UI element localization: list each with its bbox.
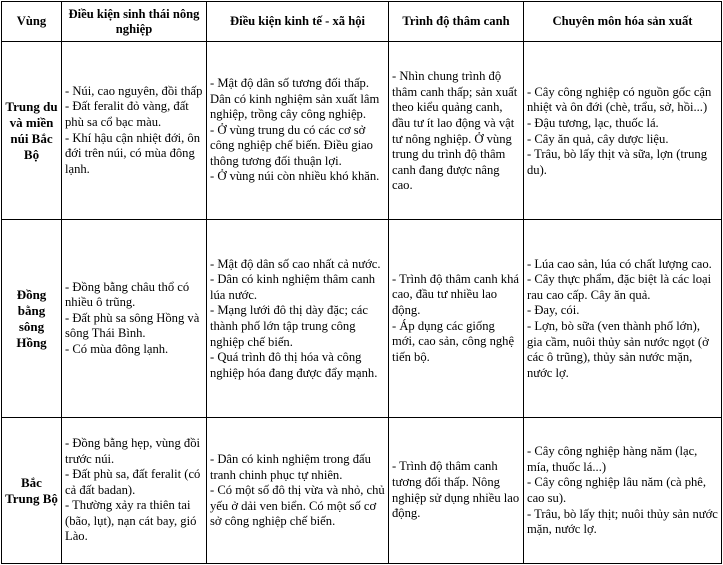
specialization-item: - Đay, cói. bbox=[527, 303, 580, 318]
intensity-cell bbox=[389, 220, 524, 418]
ecology-cell bbox=[62, 42, 207, 220]
ecology-cell bbox=[62, 418, 207, 564]
table-row bbox=[2, 418, 722, 564]
header-ecology: Điều kiện sinh thái nông nghiệp bbox=[62, 2, 207, 42]
table-row bbox=[2, 42, 722, 220]
economy-cell bbox=[207, 418, 389, 564]
ecology-item: - Đất phù sa sông Hồng và sông Thái Bình. bbox=[65, 310, 200, 341]
specialization-item: - Lợn, bò sữa (ven thành phố lớn), gia cầm, nuôi thủy sản nước ngọt (ở các ô trũng), thủy sản nước mặn, nước lợ. bbox=[527, 319, 709, 380]
specialization-item: - Cây công nghiệp có nguồn gốc cận nhiệt và ôn đới (chè, trẩu, sở, hồi...) bbox=[527, 84, 712, 115]
economy-item: - Dân có kinh nghiệm thâm canh lúa nước. bbox=[210, 272, 376, 302]
specialization-item: - Trâu, bò lấy thịt; nuôi thủy sản nước mặn, nước lợ. bbox=[527, 506, 718, 537]
ecology-item: - Đất phù sa, đất feralit (có cả đất badan). bbox=[65, 467, 201, 497]
specialization-cell bbox=[524, 42, 722, 220]
economy-item: - Ở vùng núi còn nhiều khó khăn. bbox=[210, 169, 380, 184]
ecology-item: - Có mùa đông lạnh. bbox=[65, 341, 169, 356]
specialization-item: - Cây công nghiệp hàng năm (lạc, mía, thuốc lá...) bbox=[527, 444, 698, 474]
intensity-cell bbox=[389, 418, 524, 564]
specialization-item: - Lúa cao sản, lúa có chất lượng cao. bbox=[527, 256, 712, 271]
intensity-item: - Nhìn chung trình độ thâm canh thấp; sản xuất theo kiểu quảng canh, đầu tư ít lao động và vật tư nông nghiệp. Ở vùng trung du trình độ thâm canh đang được nâng cao. bbox=[392, 69, 518, 193]
specialization-item: - Trâu, bò lấy thịt và sữa, lợn (trung du). bbox=[527, 147, 707, 177]
header-intensity: Trình độ thâm canh bbox=[389, 2, 524, 42]
specialization-cell bbox=[524, 220, 722, 418]
ecology-item: - Đồng bằng hẹp, vùng đồi trước núi. bbox=[65, 435, 201, 466]
ecology-item: - Khí hậu cận nhiệt đới, ôn đới trên núi, có mùa đông lạnh. bbox=[65, 130, 201, 176]
economy-item: - Ở vùng trung du có các cơ sở công nghiệp chế biến. Điều giao thông tương đối thuận lợi. bbox=[210, 122, 373, 168]
region-name: Bắc Trung Bộ bbox=[2, 418, 62, 564]
ecology-item: - Đồng bằng châu thổ có nhiều ô trũng. bbox=[65, 279, 190, 310]
table-row bbox=[2, 220, 722, 418]
economy-cell bbox=[207, 42, 389, 220]
header-row bbox=[2, 2, 722, 42]
intensity-item: - Trình độ thâm canh khá cao, đầu tư nhiều lao động. bbox=[392, 271, 519, 317]
economy-item: - Có một số đô thị vừa và nhỏ, chủ yếu ở dải ven biển. Có một số cơ sở công nghiệp chế biến. bbox=[210, 483, 385, 529]
agriculture-regions-table bbox=[1, 1, 722, 564]
header-economy: Điều kiện kinh tế - xã hội bbox=[207, 2, 389, 42]
header-region: Vùng bbox=[2, 2, 62, 42]
intensity-item: - Trình độ thâm canh tương đối thấp. Nông nghiệp sử dụng nhiều lao động. bbox=[392, 459, 520, 521]
economy-item: - Mật độ dân số tương đối thấp. Dân có kinh nghiệm sản xuất lâm nghiệp, trồng cây công nghiệp. bbox=[210, 75, 380, 122]
economy-item: - Mật độ dân số cao nhất cả nước. bbox=[210, 256, 381, 271]
specialization-item: - Cây công nghiệp lâu năm (cà phê, cao su). bbox=[527, 475, 707, 505]
intensity-cell bbox=[389, 42, 524, 220]
economy-item: - Mạng lưới đô thị dày đặc; các thành phố lớn tập trung công nghiệp chế biến. bbox=[210, 303, 368, 349]
region-name: Đồng bằng sông Hồng bbox=[2, 220, 62, 418]
economy-cell bbox=[207, 220, 389, 418]
ecology-item: - Núi, cao nguyên, đồi thấp bbox=[65, 83, 203, 98]
intensity-item: - Áp dụng các giống mới, cao sản, công nghệ tiến bộ. bbox=[392, 318, 515, 364]
ecology-cell bbox=[62, 220, 207, 418]
economy-item: - Dân có kinh nghiệm trong đấu tranh chinh phục tự nhiên. bbox=[210, 452, 371, 482]
specialization-item: - Cây ăn quả, cây dược liệu. bbox=[527, 131, 669, 146]
specialization-item: - Đậu tương, lạc, thuốc lá. bbox=[527, 115, 659, 130]
ecology-item: - Đất feralit đỏ vàng, đất phù sa cổ bạc màu. bbox=[65, 99, 189, 129]
ecology-item: - Thường xảy ra thiên tai (bão, lụt), nạn cát bay, gió Lào. bbox=[65, 498, 197, 544]
specialization-item: - Cây thực phẩm, đặc biệt là các loại rau cao cấp. Cây ăn quả. bbox=[527, 272, 712, 302]
header-specialization: Chuyên môn hóa sản xuất bbox=[524, 2, 722, 42]
economy-item: - Quá trình đô thị hóa và công nghiệp hóa đang được đẩy mạnh. bbox=[210, 350, 378, 380]
specialization-cell bbox=[524, 418, 722, 564]
region-name: Trung du và miền núi Bắc Bộ bbox=[2, 42, 62, 220]
